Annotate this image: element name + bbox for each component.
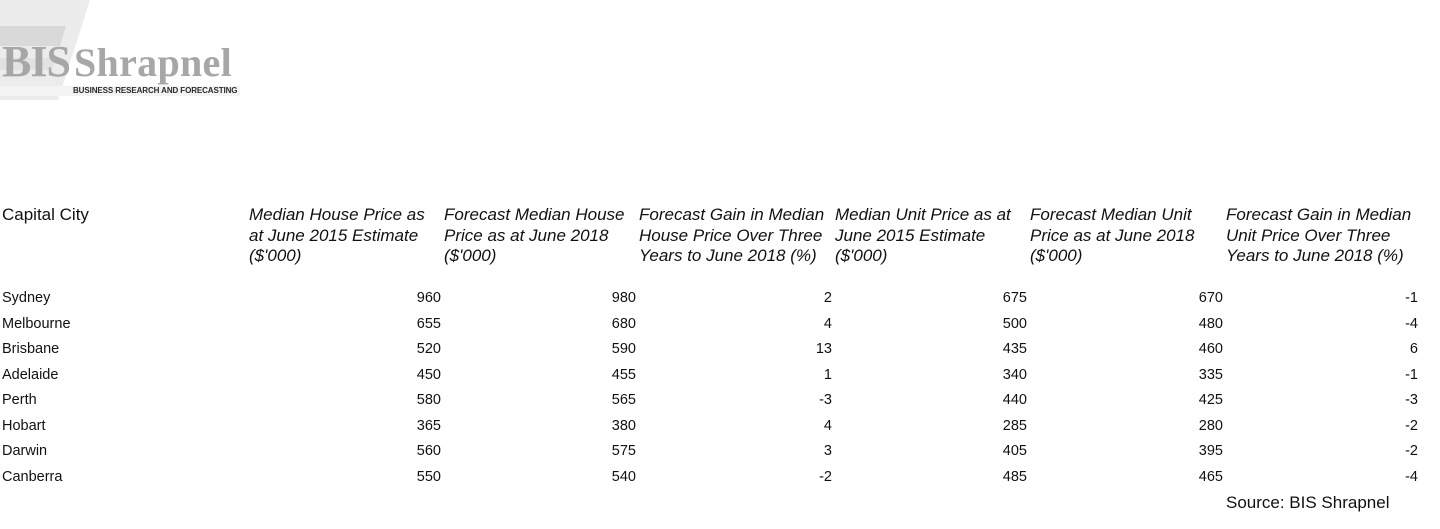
table-row: [0, 439, 1440, 465]
city-cell: Brisbane: [2, 341, 60, 357]
value-cell: -1: [1405, 366, 1418, 383]
value-cell: -2: [1405, 417, 1418, 434]
bis-shrapnel-logo: [0, 0, 250, 100]
value-cell: 335: [1198, 366, 1223, 383]
table-row: [0, 312, 1440, 338]
value-cell: 455: [611, 366, 636, 383]
header-median-house-2015: Median House Price as at June 2015 Estimate ($'000): [249, 205, 425, 265]
logo-bis: BIS: [2, 37, 70, 86]
value-cell: 6: [1409, 341, 1418, 357]
value-cell: 580: [416, 392, 441, 408]
table-row: [0, 465, 1440, 491]
value-cell: 4: [823, 315, 832, 332]
value-cell: -4: [1405, 315, 1418, 332]
value-cell: 340: [1002, 366, 1027, 383]
logo-tagline: BUSINESS RESEARCH AND FORECASTING: [73, 86, 238, 95]
header-forecast-unit-2018: Forecast Median Unit Price as at June 2018 ($'000): [1030, 205, 1195, 265]
value-cell: 365: [416, 417, 441, 434]
value-cell: -3: [819, 392, 832, 408]
value-cell: 280: [1198, 417, 1223, 434]
value-cell: 480: [1198, 315, 1223, 332]
value-cell: 980: [611, 290, 636, 306]
value-cell: 285: [1002, 417, 1027, 434]
city-cell: Canberra: [2, 468, 63, 485]
value-cell: -2: [1405, 443, 1418, 459]
value-cell: 675: [1002, 290, 1027, 306]
value-cell: 540: [611, 468, 636, 485]
table-row: [0, 286, 1440, 312]
header-capital-city: Capital City: [2, 205, 89, 224]
value-cell: 500: [1002, 315, 1027, 332]
header-median-unit-2015: Median Unit Price as at June 2015 Estimate ($'000): [835, 205, 1011, 265]
city-cell: Darwin: [2, 443, 48, 459]
value-cell: 655: [416, 315, 441, 332]
value-cell: 520: [416, 341, 441, 357]
value-cell: 4: [823, 417, 832, 434]
value-cell: 395: [1198, 443, 1223, 459]
value-cell: 450: [416, 366, 441, 383]
value-cell: 460: [1198, 341, 1223, 357]
value-cell: 590: [611, 341, 636, 357]
logo-shrapnel: Shrapnel: [74, 40, 233, 85]
city-cell: Adelaide: [2, 366, 59, 383]
value-cell: -2: [819, 468, 832, 485]
value-cell: 2: [823, 290, 832, 306]
value-cell: 440: [1002, 392, 1027, 408]
value-cell: 960: [416, 290, 441, 306]
city-cell: Hobart: [2, 417, 46, 434]
value-cell: -4: [1405, 468, 1418, 485]
value-cell: 680: [611, 315, 636, 332]
value-cell: 550: [416, 468, 441, 485]
source-note: Source: BIS Shrapnel: [1226, 493, 1390, 512]
city-cell: Sydney: [2, 290, 51, 306]
table-row: [0, 414, 1440, 440]
value-cell: 425: [1198, 392, 1223, 408]
table-row: [0, 388, 1440, 414]
value-cell: 3: [823, 443, 832, 459]
value-cell: -1: [1405, 290, 1418, 306]
value-cell: -3: [1405, 392, 1418, 408]
value-cell: 465: [1198, 468, 1223, 485]
header-forecast-house-gain: Forecast Gain in Median House Price Over Three Years to June 2018 (%): [639, 205, 825, 265]
table-body: [0, 286, 1440, 490]
value-cell: 405: [1002, 443, 1027, 459]
table-row: [0, 337, 1440, 363]
header-forecast-house-2018: Forecast Median House Price as at June 2018 ($'000): [444, 205, 625, 265]
value-cell: 575: [611, 443, 636, 459]
value-cell: 435: [1002, 341, 1027, 357]
header-forecast-unit-gain: Forecast Gain in Median Unit Price Over Three Years to June 2018 (%): [1226, 205, 1412, 265]
city-cell: Perth: [2, 392, 37, 408]
value-cell: 13: [815, 341, 832, 357]
value-cell: 670: [1198, 290, 1223, 306]
table-row: [0, 363, 1440, 389]
city-cell: Melbourne: [2, 315, 71, 332]
value-cell: 1: [823, 366, 832, 383]
value-cell: 560: [416, 443, 441, 459]
value-cell: 380: [611, 417, 636, 434]
value-cell: 485: [1002, 468, 1027, 485]
value-cell: 565: [611, 392, 636, 408]
